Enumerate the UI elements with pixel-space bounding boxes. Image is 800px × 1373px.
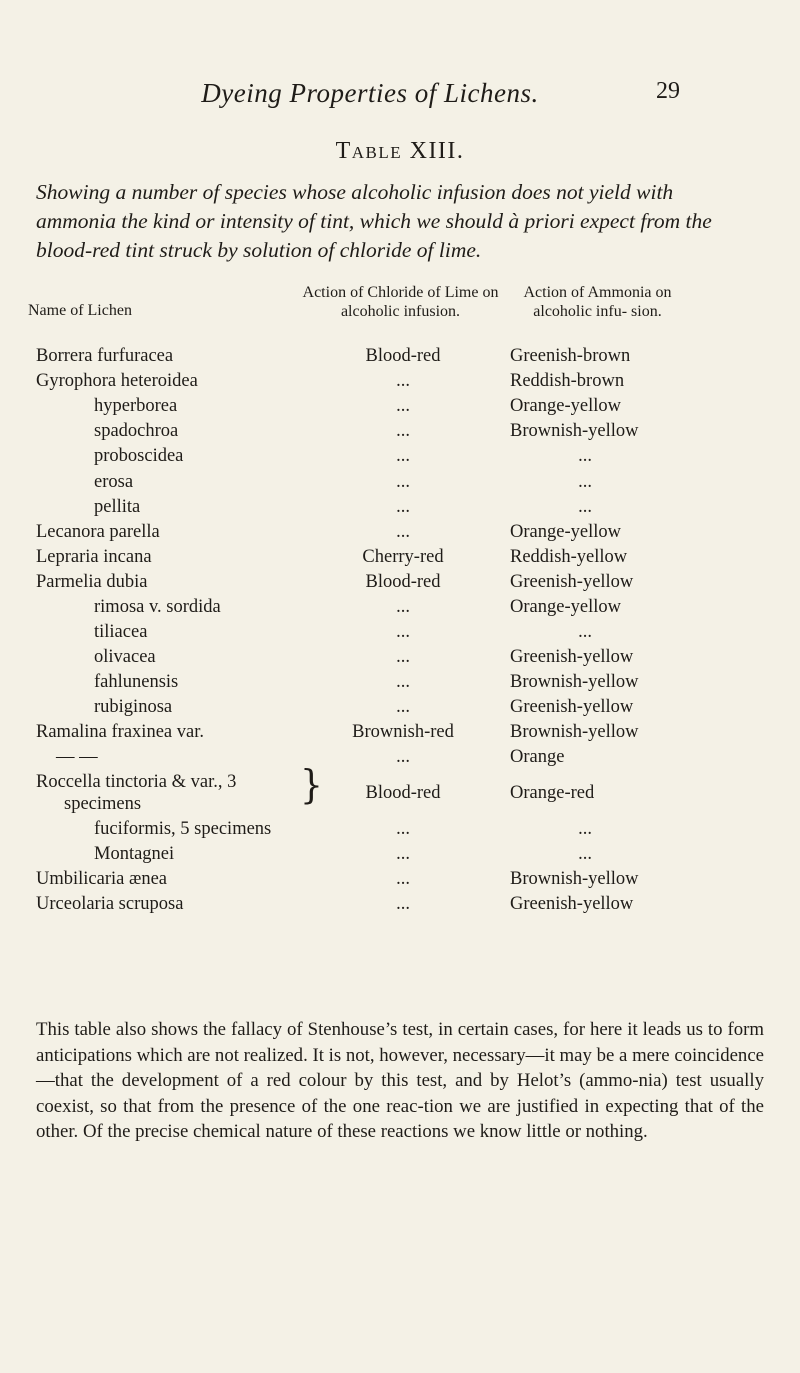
ammonia-action: Orange-yellow (510, 396, 621, 416)
lichen-name: erosa (94, 472, 134, 492)
lichen-name: spadochroa (94, 421, 179, 441)
chloride-action: ... (396, 597, 410, 617)
lichen-name: pellita (94, 497, 141, 517)
chloride-action: ... (396, 869, 410, 889)
lichen-name: rimosa v. sordida (94, 597, 221, 617)
ammonia-action: Reddish-brown (510, 371, 625, 391)
running-title: Dyeing Properties of Lichens. (201, 78, 539, 108)
lichen-name: hyperborea (94, 396, 178, 416)
chloride-action: ... (396, 522, 410, 542)
ammonia-action: Reddish-yellow (510, 547, 628, 567)
chloride-action: Blood-red (365, 346, 441, 366)
lichen-name: rubiginosa (94, 697, 173, 717)
chloride-action: ... (396, 421, 410, 441)
ammonia-action: ... (578, 446, 592, 466)
ammonia-action: Greenish-yellow (510, 647, 634, 667)
column-header-name: Name of Lichen (28, 302, 132, 319)
lichen-name: Parmelia dubia (36, 572, 148, 592)
lichen-name: — — (56, 747, 98, 767)
running-head (0, 78, 800, 118)
table-row (0, 622, 800, 647)
ammonia-action: Orange-yellow (510, 522, 621, 542)
table-title: Table XIII. (335, 138, 465, 164)
chloride-action: Brownish-red (352, 722, 454, 742)
lichen-name: tiliacea (94, 622, 148, 642)
ammonia-action: Greenish-yellow (510, 572, 634, 592)
table-row (0, 819, 800, 844)
table-row (0, 747, 800, 772)
lichen-name: Lecanora parella (36, 522, 160, 542)
table-row (0, 346, 800, 371)
table-row (0, 421, 800, 446)
lichen-name: fuciformis, 5 specimens (94, 819, 272, 839)
table-row (0, 472, 800, 497)
chloride-action: ... (396, 647, 410, 667)
lichen-name: Umbilicaria ænea (36, 869, 167, 889)
ammonia-action: ... (578, 844, 592, 864)
table-row (0, 869, 800, 894)
table-row (0, 371, 800, 396)
table-row (0, 722, 800, 747)
chloride-action: ... (396, 844, 410, 864)
ammonia-action: ... (578, 819, 592, 839)
table-row (0, 647, 800, 672)
chloride-action: ... (396, 622, 410, 642)
ammonia-action: Brownish-yellow (510, 722, 639, 742)
table-row (0, 547, 800, 572)
lichen-name: Urceolaria scruposa (36, 894, 184, 914)
ammonia-action: ... (578, 497, 592, 517)
chloride-action: ... (396, 371, 410, 391)
ammonia-action: ... (578, 472, 592, 492)
table-row (0, 497, 800, 522)
chloride-action: Cherry-red (362, 547, 444, 567)
chloride-action: Blood-red (365, 572, 441, 592)
table-row (0, 794, 800, 819)
lichen-name: proboscidea (94, 446, 184, 466)
table-caption: Showing a number of species whose alcoholic infusion does not yield with ammonia the kind or intensity of tint, which we should à priori expect from the blood-red tint struck by solution of chloride of lime. (36, 180, 712, 262)
table-row (0, 894, 800, 919)
chloride-action: Blood-red (365, 783, 441, 803)
lichen-name: Borrera furfuracea (36, 346, 174, 366)
column-header-chloride: Action of Chloride of Lime on alcoholic infusion. (302, 284, 499, 320)
ammonia-action: Orange-red (510, 783, 595, 803)
brace-glyph: } (300, 762, 323, 808)
lichen-name: Lepraria incana (36, 547, 152, 567)
chloride-action: ... (396, 697, 410, 717)
ammonia-action: Orange-yellow (510, 597, 621, 617)
chloride-action: ... (396, 497, 410, 517)
chloride-action: ... (396, 472, 410, 492)
lichen-name: Ramalina fraxinea var. (36, 722, 204, 742)
body-paragraph: This table also shows the fallacy of Stenhouse’s test, in certain cases, for here it leads us to form anticipations which are not realized. It is not, however, necessary—it may be a mere coincidence—that the development of a red colour by this test, and by Helot’s (ammo-nia) test usually coexist, so that from the presence of the one reac-tion we are justified in expecting that of the other. Of the precise chemical nature of these reactions we know little or nothing. (36, 1019, 764, 1142)
ammonia-action: Greenish-yellow (510, 697, 634, 717)
ammonia-action: Greenish-yellow (510, 894, 634, 914)
ammonia-action: ... (578, 622, 592, 642)
table-row (0, 597, 800, 622)
chloride-action: ... (396, 894, 410, 914)
ammonia-action: Brownish-yellow (510, 869, 639, 889)
table-row (0, 697, 800, 722)
ammonia-action: Brownish-yellow (510, 672, 639, 692)
table-row (0, 396, 800, 421)
chloride-action: ... (396, 396, 410, 416)
lichen-name: Montagnei (94, 844, 175, 864)
lichen-name: fahlunensis (94, 672, 179, 692)
ammonia-action: Greenish-brown (510, 346, 631, 366)
chloride-action: ... (396, 747, 410, 767)
ammonia-action: Orange (510, 747, 565, 767)
lichen-name: olivacea (94, 647, 156, 667)
chloride-action: ... (396, 446, 410, 466)
lichen-name: Roccella tinctoria & var., 3 (36, 772, 237, 792)
table-row (0, 572, 800, 597)
table-row (0, 672, 800, 697)
column-header-ammonia: Action of Ammonia on alcoholic infu- sion. (523, 284, 672, 320)
page-number: 29 (656, 78, 680, 104)
table-row (0, 522, 800, 547)
lichen-name: specimens (64, 794, 142, 814)
ammonia-action: Brownish-yellow (510, 421, 639, 441)
table-row (0, 844, 800, 869)
chloride-action: ... (396, 672, 410, 692)
lichen-name: Gyrophora heteroidea (36, 371, 198, 391)
chloride-action: ... (396, 819, 410, 839)
table-row (0, 446, 800, 471)
